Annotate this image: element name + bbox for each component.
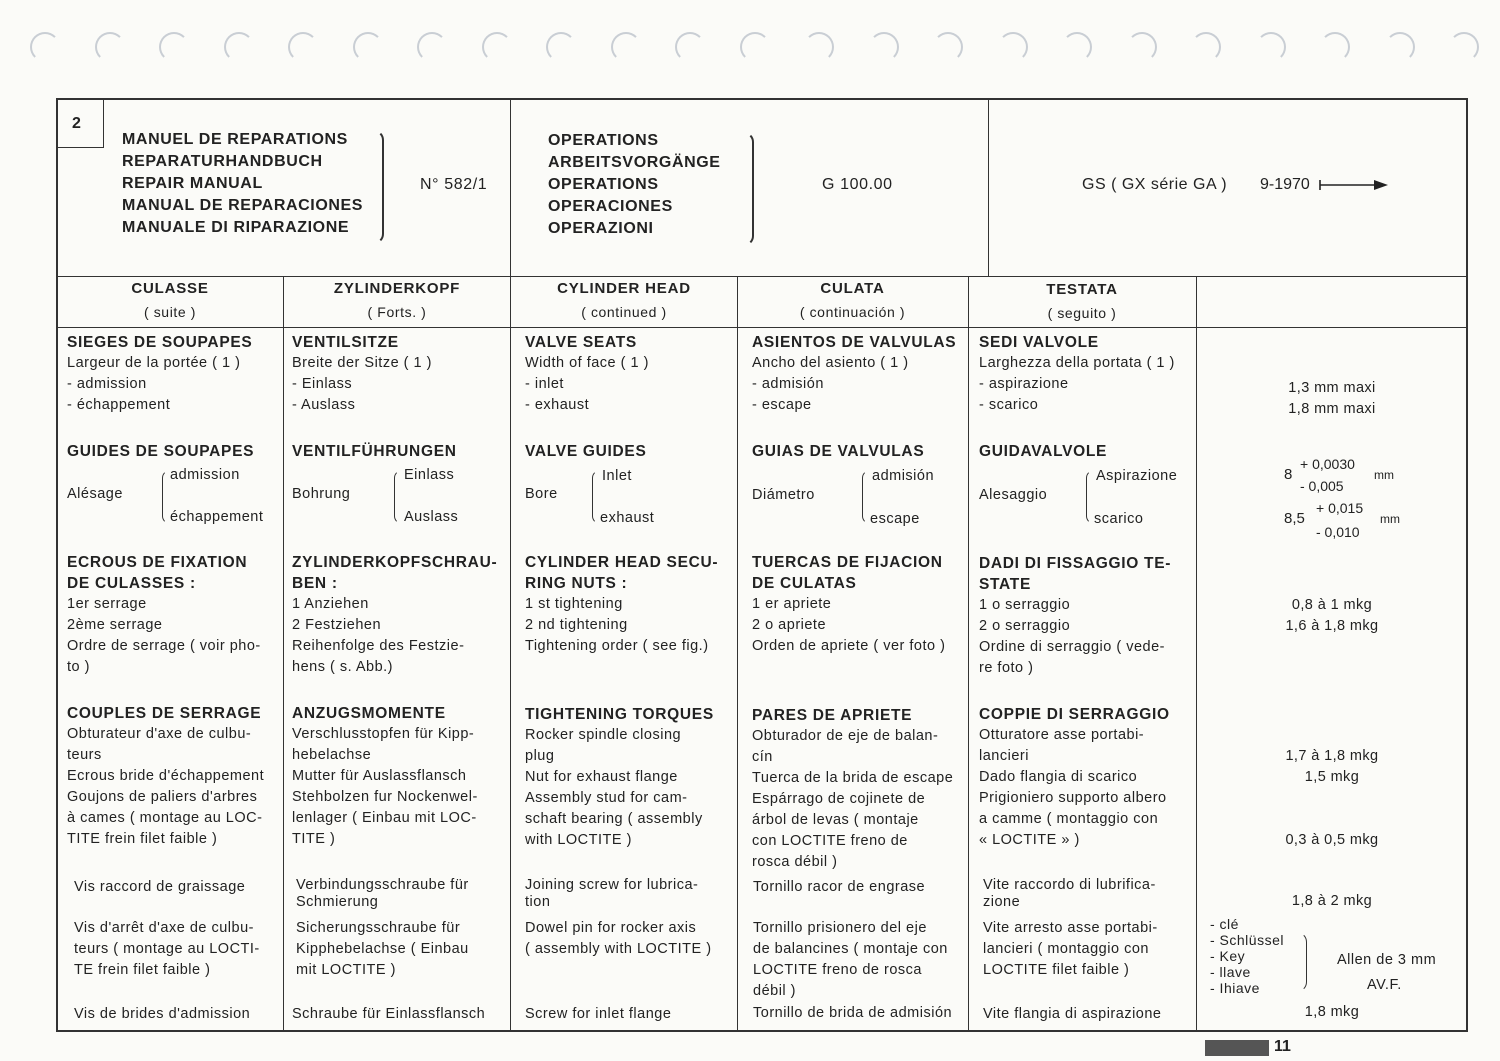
guide-tol2-minus: - 0,010: [1316, 524, 1360, 540]
nuts-es-title: DE CULATAS: [752, 575, 857, 592]
inlet-de: Schraube für Einlassflansch: [292, 1006, 486, 1022]
col-divider-3: [737, 276, 738, 1032]
guides-it: [979, 441, 1107, 462]
guide-tol1-base: 8: [1284, 466, 1293, 483]
torques-de-line: lenlager ( Einbau mit LOC-: [292, 810, 477, 826]
nuts-de-title: ZYLINDERKOPFSCHRAU-: [292, 554, 498, 571]
binder-hole-icon: [740, 32, 770, 62]
nuts-de-line: 1 Anziehen: [292, 596, 369, 612]
dowel-it: [983, 918, 1158, 981]
torques-it-line: Prigioniero supporto albero: [979, 790, 1167, 806]
grease-de-line: Schmierung: [296, 894, 379, 910]
torques-fr-title: COUPLES DE SERRAGE: [67, 705, 262, 722]
guides-en-label: Bore: [525, 486, 558, 502]
torques-en-line: plug: [525, 748, 555, 764]
seats-de-line: - Auslass: [292, 397, 356, 413]
guides-es-b: escape: [870, 511, 920, 527]
binder-holes: [0, 26, 1500, 70]
binder-hole-icon: [159, 32, 189, 62]
col-sub-es: ( continuación ): [799, 304, 906, 320]
col-title-fr: CULASSE: [131, 280, 209, 297]
guide-tol1-minus: - 0,005: [1300, 478, 1344, 494]
dowel-de-line: Sicherungsschraube für: [296, 920, 461, 936]
guide-tol2-base: 8,5: [1284, 510, 1305, 527]
inlet-value: 1,8 mkg: [1304, 1004, 1360, 1020]
nuts-en: [525, 552, 718, 657]
binder-hole-icon: [482, 32, 512, 62]
seats-es-line: Ancho del asiento ( 1 ): [752, 355, 909, 371]
torques-de-line: TITE ): [292, 831, 336, 847]
nuts-en-line: 2 nd tightening: [525, 617, 628, 633]
binder-hole-icon: [1191, 32, 1221, 62]
torques-fr-line: Ecrous bride d'échappement: [67, 768, 265, 784]
grease-es: [753, 877, 925, 898]
grease-value: 1,8 à 2 mkg: [1291, 893, 1373, 909]
inlet-en: Screw for inlet flange: [525, 1006, 672, 1022]
torques-es-line: rosca débil ): [752, 854, 838, 870]
col-divider-2: [510, 276, 511, 1032]
torques-fr-line: Obturateur d'axe de culbu-: [67, 726, 252, 742]
col-sub-it: ( seguito ): [1047, 305, 1117, 321]
torques-de-line: hebelachse: [292, 747, 372, 763]
key-fr: - clé: [1210, 916, 1239, 932]
binder-hole-icon: [998, 32, 1028, 62]
brace-icon: [372, 130, 384, 244]
torques-es: [752, 705, 953, 873]
grease-en-line: tion: [525, 894, 551, 910]
guides-it-title: GUIDAVALVOLE: [979, 443, 1108, 460]
operation-title-en: OPERATIONS: [548, 176, 659, 193]
torques-en-line: Nut for exhaust flange: [525, 769, 678, 785]
dowel-de-line: mit LOCTITE ): [296, 962, 396, 978]
guides-es: [752, 441, 924, 462]
torques-fr-line: à cames ( montage au LOC-: [67, 810, 263, 826]
seats-value-exhaust: 1,8 mm maxi: [1288, 401, 1376, 417]
grease-it-line: zione: [983, 894, 1021, 910]
nuts-it: [979, 553, 1171, 679]
nuts-de: [292, 552, 497, 678]
nuts-en-line: Tightening order ( see fig.): [525, 638, 709, 654]
nuts-fr-line: 1er serrage: [67, 596, 147, 612]
binder-hole-icon: [417, 32, 447, 62]
operation-code: G 100.00: [822, 176, 893, 193]
guides-de-a: Einlass: [404, 467, 455, 483]
torques-es-line: árbol de levas ( montaje: [752, 812, 919, 828]
guide-tol1-plus: + 0,0030: [1300, 456, 1355, 472]
model-label: GS ( GX série GA ): [1082, 176, 1228, 193]
page-number-bar: [1205, 1040, 1269, 1056]
dowel-fr-line: TE frein filet faible ): [74, 962, 211, 978]
nuts-value-1: 0,8 à 1 mkg: [1291, 597, 1373, 613]
grease-fr-line: Vis raccord de graissage: [74, 879, 246, 895]
torques-de: [292, 703, 478, 850]
arrow-right-icon: [1318, 178, 1390, 192]
column-title-divider: [56, 327, 1468, 328]
torques-de-line: Verschlusstopfen für Kipp-: [292, 726, 475, 742]
torques-es-line: con LOCTITE freno de: [752, 833, 908, 849]
nuts-it-line: Ordine di serraggio ( vede-: [979, 639, 1165, 655]
torques-en: [525, 704, 714, 851]
operation-title-de: ARBEITSVORGÄNGE: [548, 154, 721, 171]
torques-de-line: Stehbolzen fur Nockenwel-: [292, 789, 478, 805]
operation-title-es: OPERACIONES: [548, 198, 673, 215]
brace-icon: [1296, 932, 1307, 992]
seats-en: [525, 332, 649, 416]
grease-en-line: Joining screw for lubrica-: [525, 877, 699, 893]
torques-value-2: 1,5 mkg: [1304, 769, 1360, 785]
nuts-de-title: BEN :: [292, 575, 338, 592]
seats-en-line: - exhaust: [525, 397, 590, 413]
seats-it-line: - aspirazione: [979, 376, 1069, 392]
torques-de-title: ANZUGSMOMENTE: [292, 705, 446, 722]
seats-fr: [67, 332, 252, 416]
binder-hole-icon: [1385, 32, 1415, 62]
seats-es: [752, 332, 956, 416]
binder-hole-icon: [933, 32, 963, 62]
torques-en-title: TIGHTENING TORQUES: [525, 706, 714, 723]
page-number: 11: [1274, 1038, 1291, 1055]
col-sub-fr: ( suite ): [143, 304, 197, 320]
inlet-it: Vite flangia di aspirazione: [983, 1006, 1162, 1022]
dowel-es: [753, 918, 948, 1002]
binder-hole-icon: [804, 32, 834, 62]
binder-hole-icon: [675, 32, 705, 62]
guides-de-label: Bohrung: [292, 486, 351, 502]
nuts-fr-line: 2ème serrage: [67, 617, 163, 633]
grease-it-line: Vite raccordo di lubrifica-: [983, 877, 1156, 893]
binder-hole-icon: [1127, 32, 1157, 62]
guides-de-title: VENTILFÜHRUNGEN: [292, 443, 457, 460]
col-sub-de: ( Forts. ): [367, 304, 427, 320]
header-divider-v1: [510, 98, 511, 276]
nuts-fr-title: ECROUS DE FIXATION: [67, 554, 248, 571]
nuts-de-line: 2 Festziehen: [292, 617, 382, 633]
binder-hole-icon: [1449, 32, 1479, 62]
torques-en-line: Rocker spindle closing: [525, 727, 682, 743]
brace-icon: [394, 470, 403, 524]
col-title-en: CYLINDER HEAD: [557, 280, 691, 297]
grease-es-line: Tornillo racor de engrase: [753, 879, 926, 895]
torques-fr-line: TITE frein filet faible ): [67, 831, 218, 847]
torques-fr-line: Goujons de paliers d'arbres: [67, 789, 258, 805]
dowel-it-line: lancieri ( montaggio con: [983, 941, 1149, 957]
binder-hole-icon: [1320, 32, 1350, 62]
torques-de-line: Mutter für Auslassflansch: [292, 768, 467, 784]
torques-en-line: Assembly stud for cam-: [525, 790, 688, 806]
nuts-es-line: 1 er apriete: [752, 596, 832, 612]
dowel-es-line: de balancines ( montaje con: [753, 941, 948, 957]
torques-it-line: a camme ( montaggio con: [979, 811, 1159, 827]
dowel-en-line: Dowel pin for rocker axis: [525, 920, 697, 936]
binder-hole-icon: [546, 32, 576, 62]
grease-de: [296, 877, 469, 911]
guides-en-b: exhaust: [600, 510, 655, 526]
header-divider-v2: [988, 98, 989, 276]
seats-de: [292, 332, 432, 416]
binder-hole-icon: [353, 32, 383, 62]
seats-it-line: Larghezza della portata ( 1 ): [979, 355, 1175, 371]
binder-hole-icon: [30, 32, 60, 62]
operation-title-it: OPERAZIONI: [548, 220, 654, 237]
guide-tol2-plus: + 0,015: [1316, 500, 1364, 516]
nuts-en-title: CYLINDER HEAD SECU-: [525, 554, 719, 571]
torques-it-title: COPPIE DI SERRAGGIO: [979, 706, 1170, 723]
nuts-es-line: Orden de apriete ( ver foto ): [752, 638, 946, 654]
guides-fr-b: échappement: [170, 509, 264, 525]
date-text: 9-1970: [1260, 176, 1310, 193]
key-en: - Key: [1210, 948, 1246, 964]
grease-it: [983, 877, 1156, 911]
torques-it: [979, 704, 1170, 851]
dowel-es-line: Tornillo prisionero del eje: [753, 920, 927, 936]
torques-it-line: Otturatore asse portabi-: [979, 727, 1145, 743]
guides-fr-a: admission: [170, 467, 240, 483]
dowel-de: [296, 918, 469, 981]
manual-title-es: MANUAL DE REPARACIONES: [122, 197, 364, 214]
torques-es-title: PARES DE APRIETE: [752, 707, 913, 724]
binder-hole-icon: [1256, 32, 1286, 62]
torques-value-1: 1,7 à 1,8 mkg: [1285, 748, 1379, 764]
col-title-de: ZYLINDERKOPF: [333, 280, 461, 297]
seats-fr-line: Largeur de la portée ( 1 ): [67, 355, 241, 371]
dowel-en-line: ( assembly with LOCTITE ): [525, 941, 712, 957]
brace-icon: [742, 132, 754, 246]
col-divider-4: [968, 276, 969, 1032]
guides-it-b: scarico: [1094, 511, 1144, 527]
manual-number: N° 582/1: [420, 176, 488, 193]
nuts-fr-line: to ): [67, 659, 90, 675]
seats-en-line: - inlet: [525, 376, 564, 392]
seats-de-title: VENTILSITZE: [292, 334, 399, 351]
nuts-de-line: Reihenfolge des Festzie-: [292, 638, 465, 654]
seats-en-line: Width of face ( 1 ): [525, 355, 649, 371]
torques-fr: [67, 703, 264, 850]
guides-en: [525, 441, 647, 462]
nuts-de-line: hens ( s. Abb.): [292, 659, 393, 675]
key-de: - Schlüssel: [1210, 932, 1284, 948]
key-it: - Ihiave: [1210, 980, 1260, 996]
guides-es-a: admisión: [872, 468, 935, 484]
manual-title-en: REPAIR MANUAL: [122, 175, 263, 192]
dowel-fr: [74, 918, 260, 981]
guides-fr-title: GUIDES DE SOUPAPES: [67, 443, 255, 460]
inlet-fr: Vis de brides d'admission: [74, 1006, 251, 1022]
guide-tol2-unit: mm: [1380, 512, 1400, 526]
guides-fr-label: Alésage: [67, 486, 123, 502]
dowel-it-line: LOCTITE filet faible ): [983, 962, 1130, 978]
inlet-es: Tornillo de brida de admisión: [753, 1005, 953, 1021]
nuts-es-line: 2 o apriete: [752, 617, 827, 633]
guides-it-label: Alesaggio: [979, 487, 1048, 503]
nuts-en-title: RING NUTS :: [525, 575, 628, 592]
torques-es-line: Tuerca de la brida de escape: [752, 770, 954, 786]
torques-it-line: lancieri: [979, 748, 1029, 764]
key-value-2: AV.F.: [1367, 977, 1402, 993]
nuts-es-title: TUERCAS DE FIJACION: [752, 554, 943, 571]
binder-hole-icon: [611, 32, 641, 62]
manual-title-it: MANUALE DI RIPARAZIONE: [122, 219, 350, 236]
nuts-value-2: 1,6 à 1,8 mkg: [1285, 618, 1379, 634]
guides-de-b: Auslass: [404, 509, 459, 525]
guides-fr: [67, 441, 254, 462]
torques-it-line: « LOCTITE » ): [979, 832, 1080, 848]
seats-it-title: SEDI VALVOLE: [979, 334, 1099, 351]
grease-fr: [74, 877, 245, 898]
guides-es-title: GUIAS DE VALVULAS: [752, 443, 925, 460]
dowel-fr-line: Vis d'arrêt d'axe de culbu-: [74, 920, 254, 936]
manual-title-fr: MANUEL DE REPARATIONS: [122, 131, 348, 148]
seats-de-line: Breite der Sitze ( 1 ): [292, 355, 432, 371]
nuts-it-title: STATE: [979, 576, 1032, 593]
torques-it-line: Dado flangia di scarico: [979, 769, 1138, 785]
date-from: [1260, 176, 1390, 194]
guides-de: [292, 441, 457, 462]
torques-fr-line: teurs: [67, 747, 102, 763]
guides-it-a: Aspirazione: [1096, 468, 1178, 484]
dowel-it-line: Vite arresto asse portabi-: [983, 920, 1158, 936]
nuts-fr: [67, 552, 261, 678]
binder-hole-icon: [224, 32, 254, 62]
key-es: - llave: [1210, 964, 1251, 980]
col-title-es: CULATA: [820, 280, 885, 297]
dowel-es-line: LOCTITE freno de rosca: [753, 962, 922, 978]
torques-en-line: with LOCTITE ): [525, 832, 632, 848]
nuts-it-line: re foto ): [979, 660, 1034, 676]
dowel-fr-line: teurs ( montage au LOCTI-: [74, 941, 260, 957]
seats-it: [979, 332, 1175, 416]
col-title-it: TESTATA: [1046, 281, 1118, 298]
torques-en-line: schaft bearing ( assembly: [525, 811, 703, 827]
guides-en-a: Inlet: [602, 468, 632, 484]
torques-es-line: cín: [752, 749, 773, 765]
guides-es-label: Diámetro: [752, 487, 815, 503]
key-value-1: Allen de 3 mm: [1337, 952, 1437, 968]
col-divider-1: [283, 276, 284, 1032]
binder-hole-icon: [288, 32, 318, 62]
seats-es-line: - escape: [752, 397, 812, 413]
seats-value-admission: 1,3 mm maxi: [1288, 380, 1376, 396]
nuts-es: [752, 552, 945, 657]
binder-hole-icon: [869, 32, 899, 62]
torques-es-line: Espárrago de cojinete de: [752, 791, 926, 807]
manual-title-de: REPARATURHANDBUCH: [122, 153, 323, 170]
torques-es-line: Obturador de eje de balan-: [752, 728, 939, 744]
page-box-number: 2: [72, 115, 82, 132]
key-list: [1210, 916, 1284, 996]
torques-value-3: 0,3 à 0,5 mkg: [1285, 832, 1379, 848]
binder-hole-icon: [1062, 32, 1092, 62]
nuts-it-line: 2 o serraggio: [979, 618, 1071, 634]
seats-fr-line: - admission: [67, 376, 147, 392]
col-sub-en: ( continued ): [581, 304, 667, 320]
guide-tol1-unit: mm: [1374, 468, 1394, 482]
dowel-en: [525, 918, 712, 960]
manual-titles: [122, 129, 363, 239]
seats-it-line: - scarico: [979, 397, 1039, 413]
grease-en: [525, 877, 698, 911]
seats-de-line: - Einlass: [292, 376, 353, 392]
dowel-es-line: débil ): [753, 983, 796, 999]
seats-en-title: VALVE SEATS: [525, 334, 637, 351]
nuts-it-line: 1 o serraggio: [979, 597, 1071, 613]
dowel-de-line: Kipphebelachse ( Einbau: [296, 941, 469, 957]
guides-en-title: VALVE GUIDES: [525, 443, 647, 460]
nuts-fr-line: Ordre de serrage ( voir pho-: [67, 638, 261, 654]
seats-fr-title: SIEGES DE SOUPAPES: [67, 334, 253, 351]
header-divider: [56, 276, 1468, 277]
operation-titles: [548, 130, 721, 240]
nuts-en-line: 1 st tightening: [525, 596, 623, 612]
seats-es-line: - admisión: [752, 376, 824, 392]
operation-title-fr: OPERATIONS: [548, 132, 659, 149]
nuts-fr-title: DE CULASSES :: [67, 575, 196, 592]
seats-fr-line: - échappement: [67, 397, 171, 413]
seats-es-title: ASIENTOS DE VALVULAS: [752, 334, 957, 351]
grease-de-line: Verbindungsschraube für: [296, 877, 469, 893]
binder-hole-icon: [95, 32, 125, 62]
nuts-it-title: DADI DI FISSAGGIO TE-: [979, 555, 1172, 572]
